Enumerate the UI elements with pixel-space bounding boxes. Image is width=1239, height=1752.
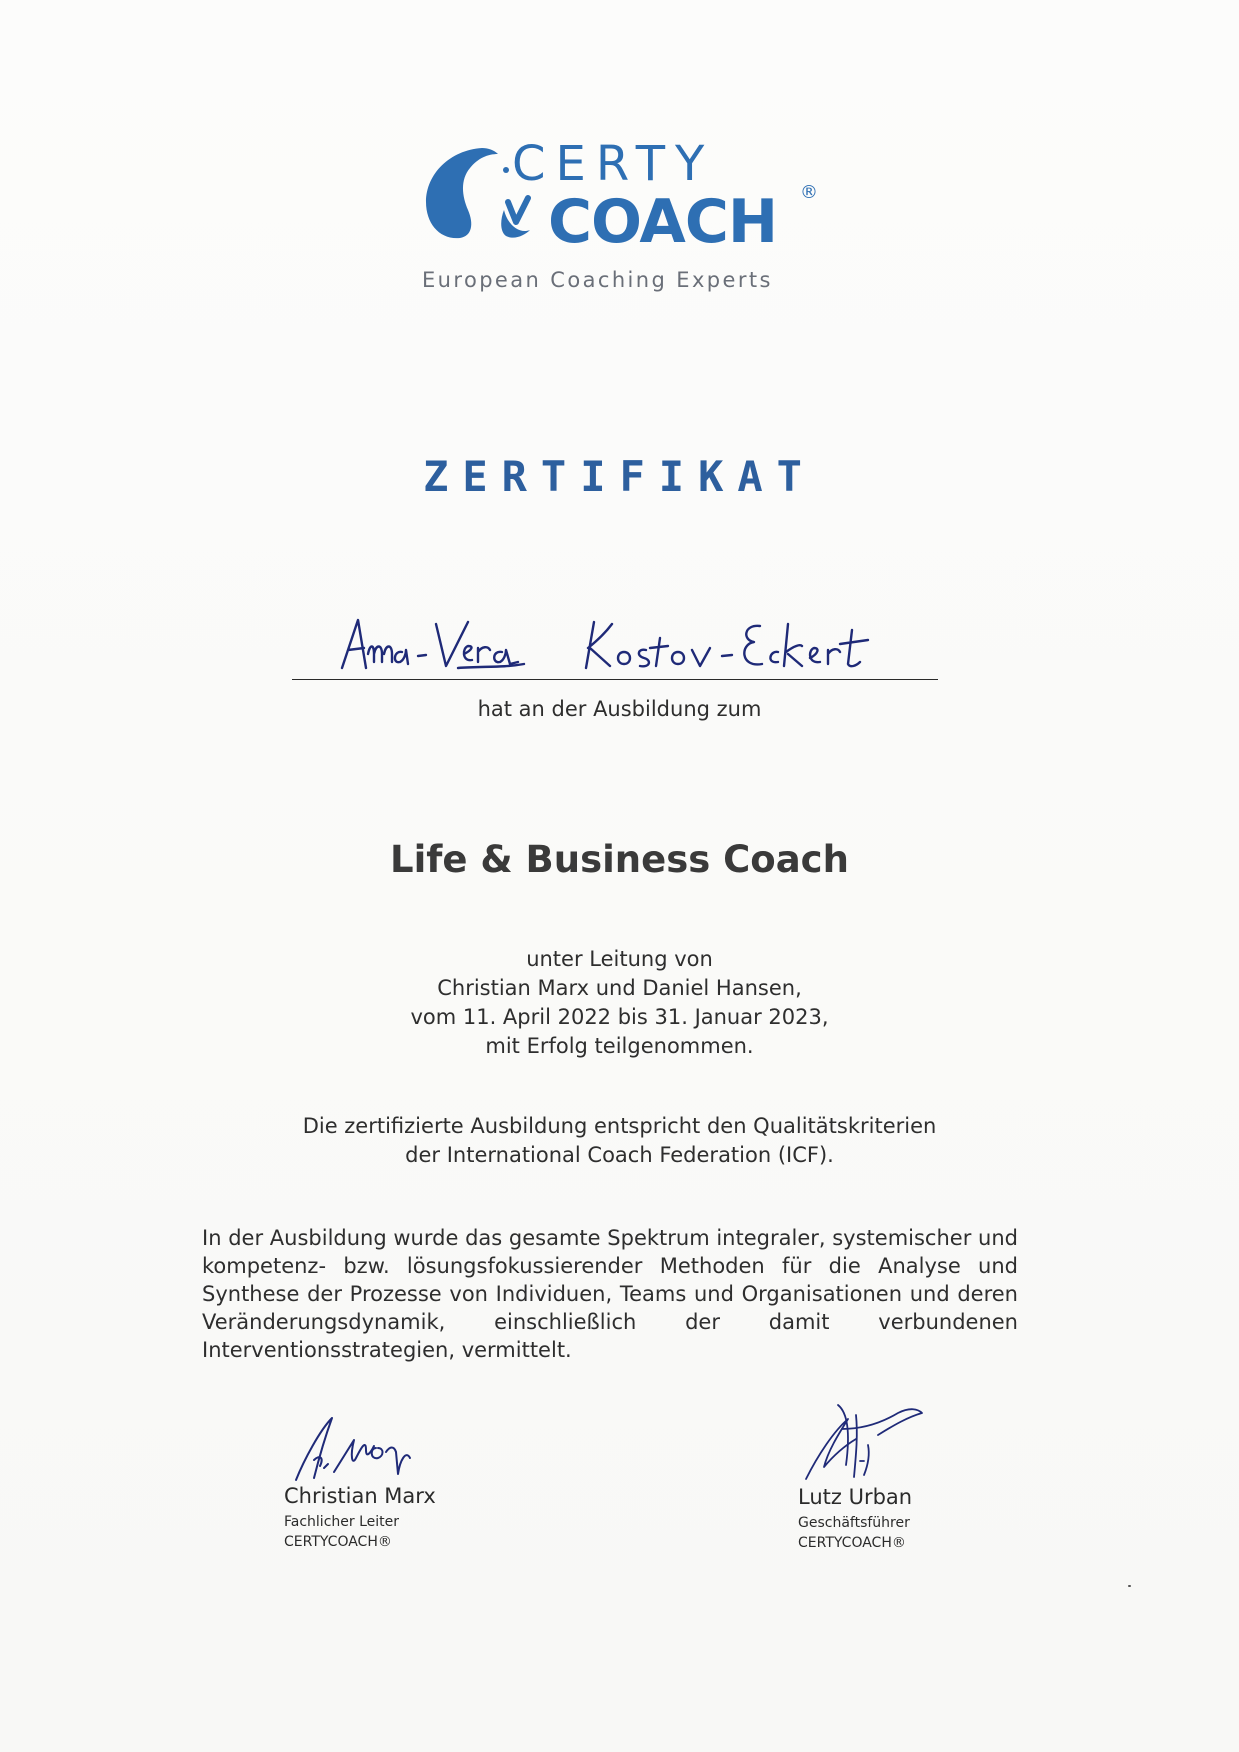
signatory-role: Fachlicher Leiter [284,1514,400,1530]
recipient-handwritten-name [332,610,912,676]
signature-lutz-urban [798,1395,938,1485]
description-paragraph: In der Ausbildung wurde das gesamte Spektrum integraler, systemischer und kompetenz- bzw. lösungsfokussierender Methoden für die Analyse und Synthese der Prozesse von Individuen, Teams und Organisationen und deren Veränderungsdynamik, einschließlich der damit verbundenen Interventionsstrategien, vermittelt. [202,1226,1018,1362]
logo-coach-text: COACH [548,187,778,257]
lead-text [0,945,1239,1061]
icf-statement [0,1112,1239,1170]
icf-line: Die zertifizierte Ausbildung entspricht den Qualitätskriterien [302,1114,937,1138]
signatory-name: Lutz Urban [798,1485,913,1509]
signature-christian-marx [284,1400,424,1490]
lead-line: vom 11. April 2022 bis 31. Januar 2023, [410,1005,829,1029]
registered-mark: ® [800,182,818,203]
lead-line: unter Leitung von [526,947,713,971]
paper-speck [1128,1585,1131,1587]
course-title: Life & Business Coach [390,838,849,881]
logo-certy-text: CERTY [512,136,715,192]
logo-tagline: European Coaching Experts [422,268,773,292]
recipient-field [292,610,938,682]
certycoach-logo [420,136,840,300]
signatory-name: Christian Marx [284,1484,436,1508]
lead-line: mit Erfolg teilgenommen. [485,1034,754,1058]
signatory-org: CERTYCOACH® [284,1534,392,1550]
recipient-subline: hat an der Ausbildung zum [477,697,762,721]
certificate-title: ZERTIFIKAT [423,452,816,501]
lead-line: Christian Marx und Daniel Hansen, [437,976,802,1000]
recipient-underline [292,679,938,681]
icf-line: der International Coach Federation (ICF). [405,1143,834,1167]
signatory-org: CERTYCOACH® [798,1535,906,1551]
signatory-role: Geschäftsführer [798,1515,910,1531]
